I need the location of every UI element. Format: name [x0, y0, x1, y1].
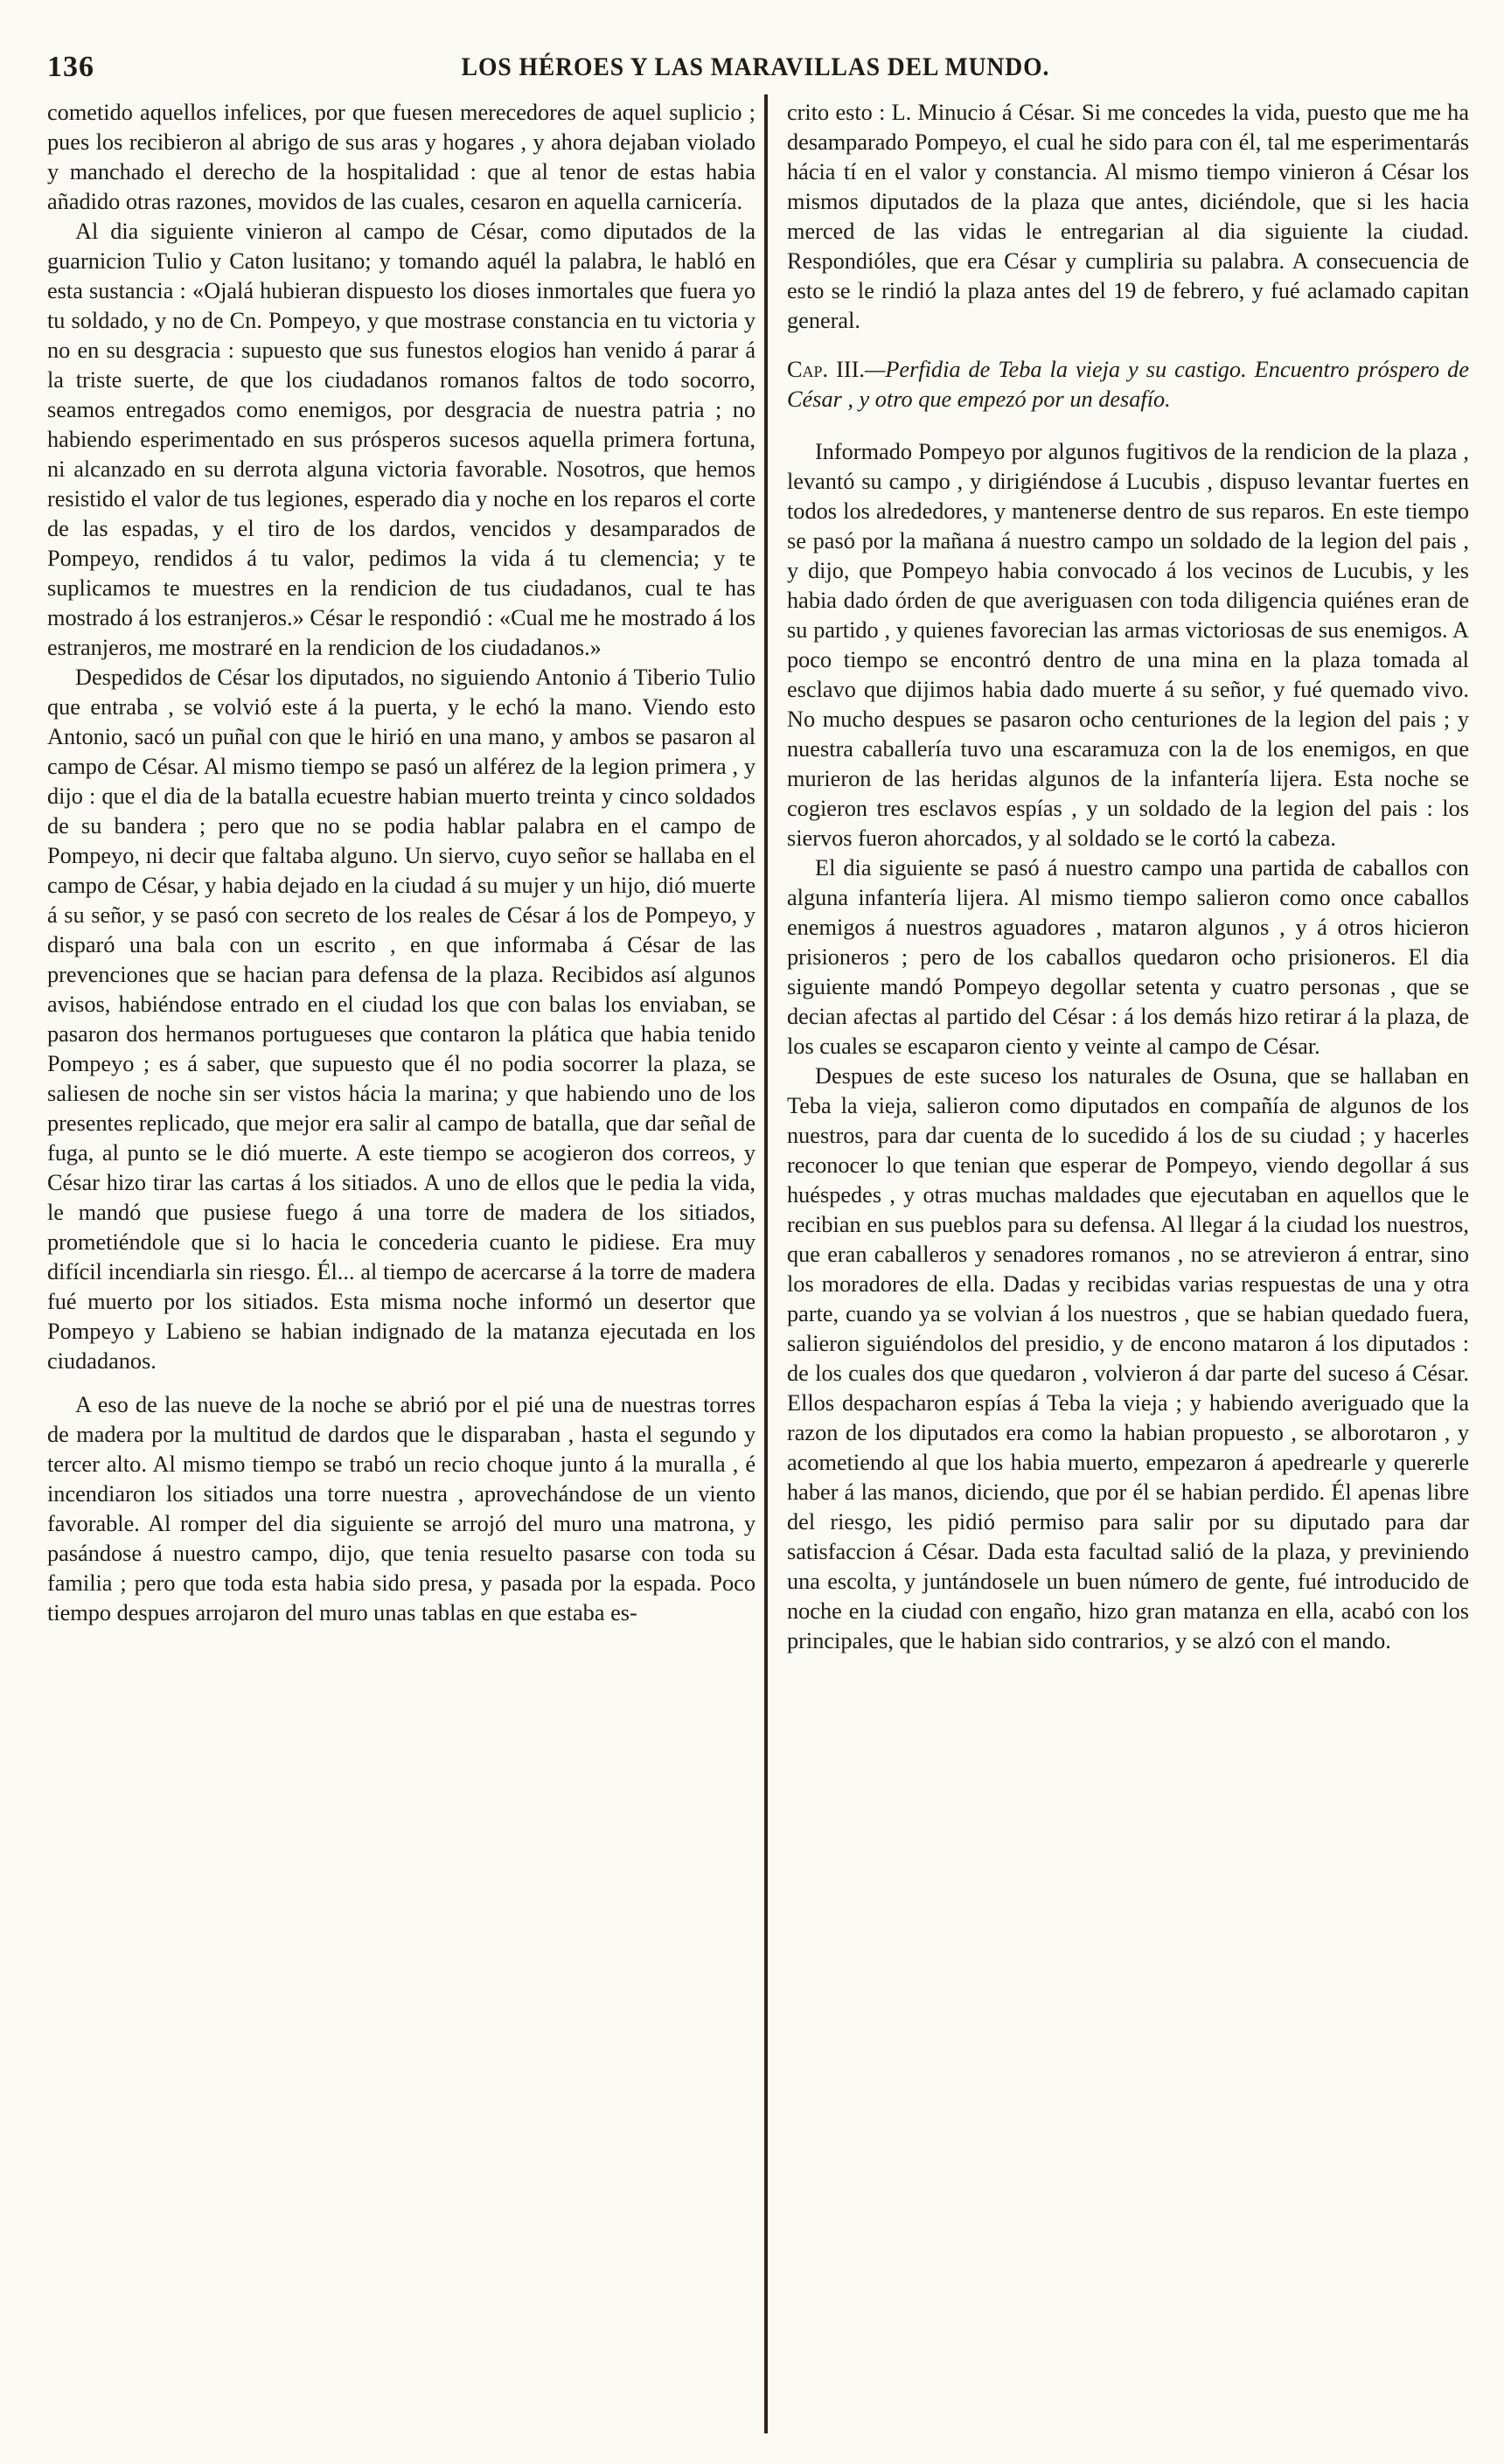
- page-header: [47, 51, 1464, 89]
- chapter-label: Cap. III.: [787, 357, 865, 382]
- left-column: [47, 98, 755, 1628]
- column-divider: [764, 94, 768, 2433]
- chapter-heading: [787, 355, 1469, 414]
- paragraph: A eso de las nueve de la noche se abrió por el pié una de nuestras torres de madera por la multitud de dardos que le disparaban , hasta el segundo y tercer alto. Al mismo tiempo se trabó un recio choque junto á la muralla , é incendiaron los sitiados una torre nuestra , aprovechándose de un viento favorable. Al romper del dia siguiente se arrojó del muro una matrona, y pasándose á nuestro campo, dijo, que tenia resuelto pasarse con toda su familia ; pero que toda esta habia sido presa, y pasada por la espada. Poco tiempo despues arrojaron del muro unas tablas en que estaba es-: [47, 1392, 755, 1625]
- paragraph: Al dia siguiente vinieron al campo de César, como diputados de la guarnicion Tulio y Caton lusitano; y tomando aquél la palabra, le habló en esta sustancia : «Ojalá hubieran dispuesto los dioses inmortales que fuera yo tu soldado, y no de Cn. Pompeyo, y que mostrase constancia en tu victoria y no en su desgracia : supuesto que sus funestos elogios han venido á parar á la triste suerte, de que los ciudadanos romanos faltos de todo socorro, seamos entregados como enemigos, por desgracia de nuestra patria ; no habiendo esperimentado en sus prósperos sucesos aquella primera fortuna, ni alcanzado en su derrota alguna victoria favorable. Nosotros, que hemos resistido el valor de tus legiones, esperado dia y noche en los reparos el corte de las espadas, y el tiro de los dardos, vencidos y desamparados de Pompeyo, rendidos á tu valor, pedimos la vida á tu clemencia; y te suplicamos te muestres en la rendicion de tus ciudadanos, cual te has mostrado á los estranjeros.» César le respondió : «Cual me he mostrado á los estranjeros, me mostraré en la rendicion de los ciudadanos.»: [47, 219, 755, 660]
- paragraph: crito esto : L. Minucio á César. Si me concedes la vida, puesto que me ha desamparado Pompeyo, el cual he sido para con él, tal me esperimentarás hácia tí en el valor y constancia. Al mismo tiempo vinieron á César los mismos diputados de la plaza que antes, diciéndole, que si les hacia merced de las vidas le entregarian al dia siguiente la ciudad. Respondióles, que era César y cumpliria su palabra. A consecuencia de esto se le rindió la plaza antes del 19 de febrero, y fué aclamado capitan general.: [787, 100, 1469, 333]
- running-title: LOS HÉROES Y LAS MARAVILLAS DEL MUNDO.: [461, 52, 1050, 81]
- right-column: [787, 98, 1469, 1656]
- paragraph: El dia siguiente se pasó á nuestro campo una partida de caballos con alguna infantería lijera. Al mismo tiempo salieron como once caballos enemigos á nuestros aguadores , mataron algunos , y á otros hicieron prisioneros ; pero de los caballos quedaron ocho prisioneros. El dia siguiente mandó Pompeyo degollar setenta y cuatro personas , que se decian afectas al partido del César : á los demás hizo retirar á la plaza, de los cuales se escaparon ciento y veinte al campo de César.: [787, 855, 1469, 1059]
- paragraph: cometido aquellos infelices, por que fuesen merecedores de aquel suplicio ; pues los recibieron al abrigo de sus aras y hogares , y ahora dejaban violado y manchado el derecho de la hospitalidad : que al tenor de estas habia añadido otras razones, movidos de las cuales, cesaron en aquella carnicería.: [47, 100, 755, 214]
- chapter-title: —Perfidia de Teba la vieja y su castigo. Encuentro próspero de César , y otro que empezó por un desafío.: [787, 357, 1469, 412]
- page-number: 136: [47, 51, 94, 83]
- paragraph: Despues de este suceso los naturales de Osuna, que se hallaban en Teba la vieja, salieron como diputados en compañía de algunos de los nuestros, para dar cuenta de lo sucedido á los de su ciudad ; y hacerles reconocer lo que tenian que esperar de Pompeyo, viendo degollar á sus huéspedes , y otras muchas maldades que ejecutaban en aquellos que le recibian en sus pueblos para su defensa. Al llegar á la ciudad los nuestros, que eran caballeros y senadores romanos , no se atrevieron á entrar, sino los moradores de ella. Dadas y recibidas varias respuestas de una y otra parte, cuando ya se volvian á los nuestros , que se habian quedado fuera, salieron siguiéndolos del presidio, y de encono mataron á los diputados : de los cuales dos que quedaron , volvieron á dar parte del suceso á César. Ellos despacharon espías á Teba la vieja ; y habiendo averiguado que la razon de los diputados era como la habian propuesto , se alborotaron , y acometiendo al que los habia muerto, empezaron á apedrearle y quererle haber á las manos, diciendo, que por él se habian perdido. Él apenas libre del riesgo, les pidió permiso para salir por su diputado para dar satisfaccion á César. Dada esta facultad salió de la plaza, y previniendo una escolta, y juntándosele un buen número de gente, fué introducido de noche en la ciudad con engaño, hizo gran matanza en ella, acabó con los principales, que le habian sido contrarios, y se alzó con el mando.: [787, 1063, 1469, 1653]
- paragraph: Despedidos de César los diputados, no siguiendo Antonio á Tiberio Tulio que entraba , se volvió este á la puerta, y le echó la mano. Viendo esto Antonio, sacó un puñal con que le hirió en una mano, y ambos se pasaron al campo de César. Al mismo tiempo se pasó un alférez de la legion primera , y dijo : que el dia de la batalla ecuestre habian muerto treinta y cinco soldados de su bandera ; pero que no se podia hablar palabra en el campo de Pompeyo, ni decir que faltaba alguno. Un siervo, cuyo señor se hallaba en el campo de César, y habia dejado en la ciudad á su mujer y un hijo, dió muerte á su señor, y se pasó con secreto de los reales de César á los de Pompeyo, y disparó una bala con un escrito , en que informaba á César de las prevenciones que se hacian para defensa de la plaza. Recibidos así algunos avisos, habiéndose entrado en el ciudad los que con balas los enviaban, se pasaron dos hermanos portugueses que contaron la plática que habia tenido Pompeyo ; es á saber, que supuesto que él no podia socorrer la plaza, se saliesen de noche sin ser vistos hácia la marina; y que habiendo uno de los presentes replicado, que mejor era salir al campo de batalla, que dar señal de fuga, al punto se le dió muerte. A este tiempo se acogieron dos correos, y César hizo tirar las cartas á los sitiados. A uno de ellos que le pedia la vida, le mandó que pusiese fuego á una torre de madera de los sitiados, prometiéndole que si lo hacia le concederia cuanto le pidiese. Era muy difícil incendiarla sin riesgo. Él... al tiempo de acercarse á la torre de madera fué muerto por los sitiados. Esta misma noche informó un desertor que Pompeyo y Labieno se habian indignado de la matanza ejecutada en los ciudadanos.: [47, 665, 755, 1374]
- paragraph: Informado Pompeyo por algunos fugitivos de la rendicion de la plaza , levantó su campo , y dirigiéndose á Lucubis , dispuso levantar fuertes en todos los alrededores, y mantenerse dentro de sus reparos. En este tiempo se pasó por la mañana á nuestro campo un soldado de la legion del pais , y dijo, que Pompeyo habia convocado á los vecinos de Lucubis, y les habia dado órden de que averiguasen con toda diligencia quiénes eran de su partido , y quienes favorecian las armas victoriosas de sus enemigos. A poco tiempo se encontró dentro de una mina en la plaza tomada al esclavo que dijimos habia dado muerte á su señor, y fué quemado vivo. No mucho despues se pasaron ocho centuriones de la legion del pais ; y nuestra caballería tuvo una escaramuza con la de los enemigos, en que murieron de las heridas algunos de la infantería lijera. Esta noche se cogieron tres esclavos espías , y un soldado de la legion del pais : los siervos fueron ahorcados, y al soldado se le cortó la cabeza.: [787, 439, 1469, 851]
